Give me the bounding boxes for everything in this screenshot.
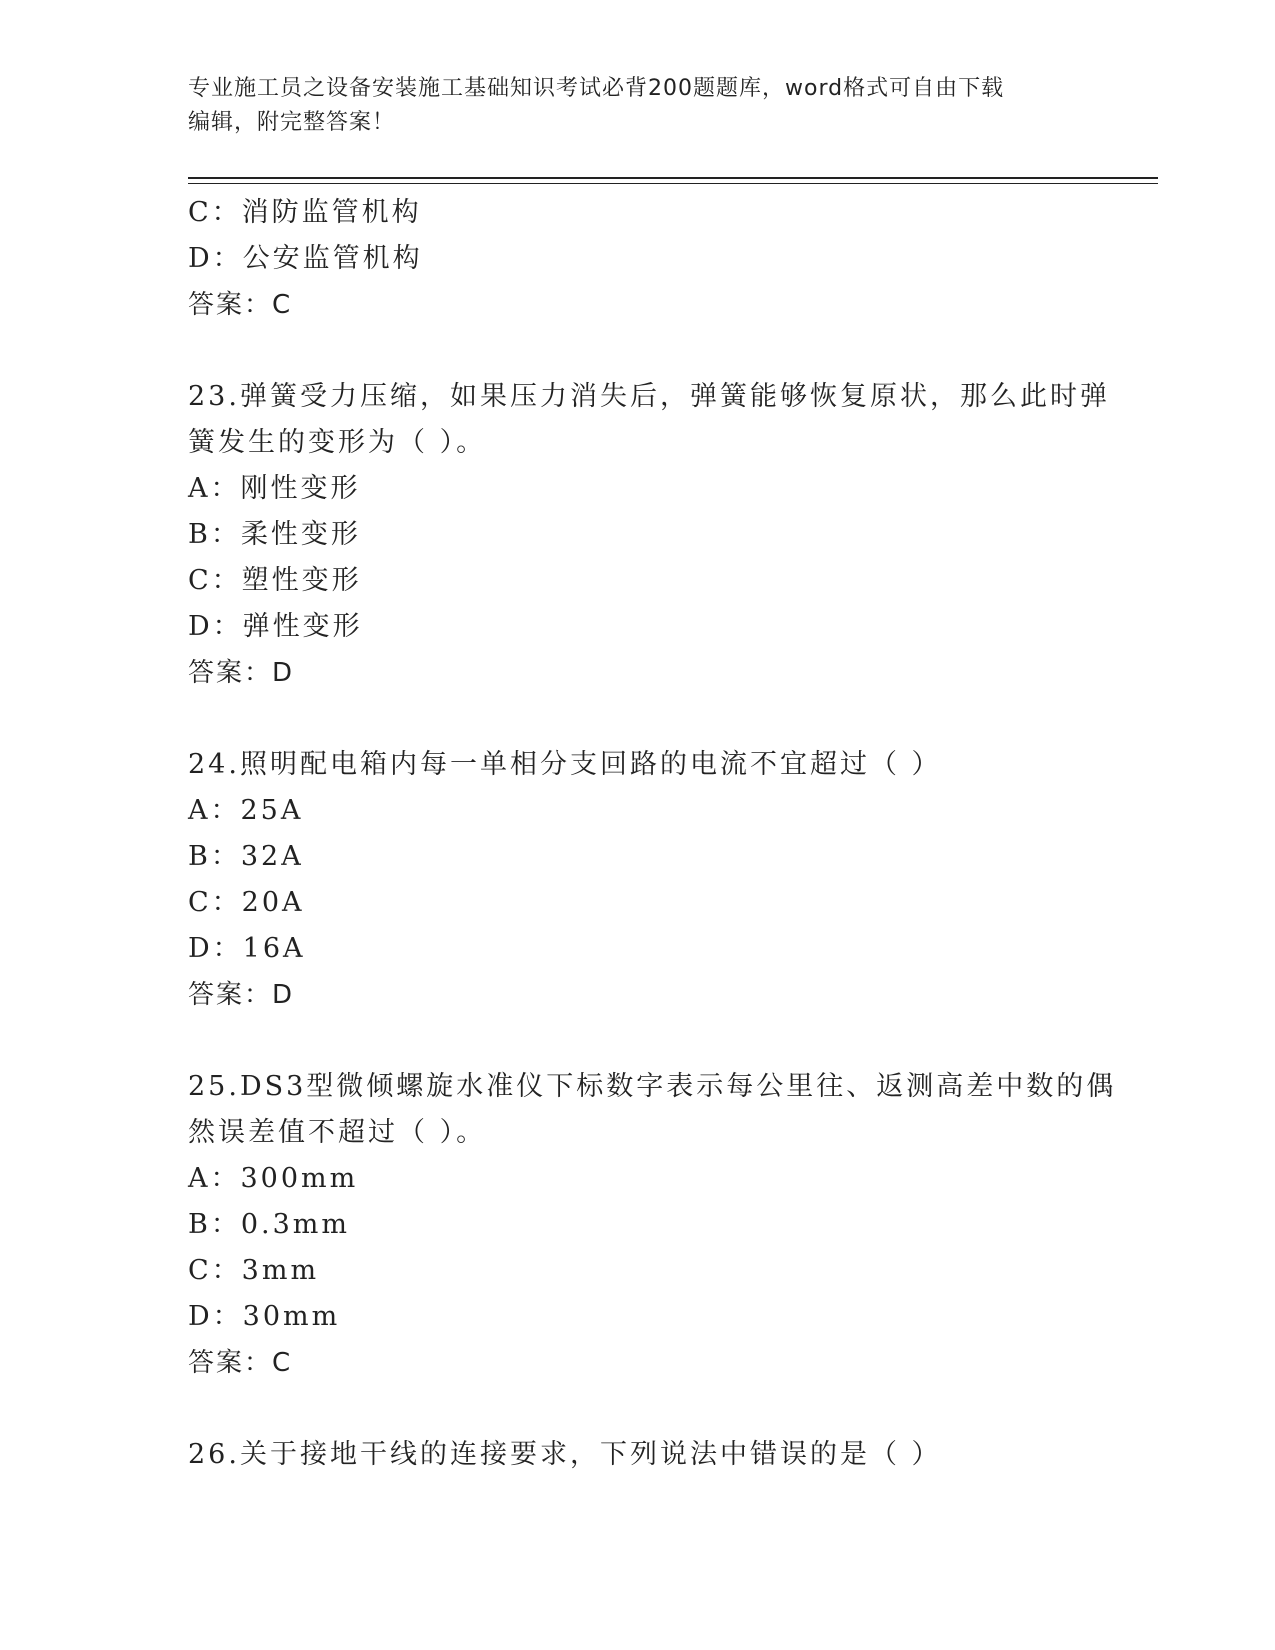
header-line-2: 编辑，附完整答案！ [188, 110, 396, 135]
header-line-1: 专业施工员之设备安装施工基础知识考试必背200题题库，word格式可自由下载 [188, 76, 1005, 101]
question-stem: 23.弹簧受力压缩，如果压力消失后，弹簧能够恢复原状，那么此时弹 [188, 381, 1110, 412]
spacer [188, 1386, 1088, 1432]
answer-line: 答案：C [188, 1348, 293, 1378]
option-c: C：塑性变形 [188, 565, 362, 596]
spacer [188, 696, 1088, 742]
answer-line: 答案：D [188, 980, 295, 1010]
question-stem: 25.DS3型微倾螺旋水准仪下标数字表示每公里往、返测高差中数的偶 [188, 1071, 1117, 1102]
question-stem-continued: 簧发生的变形为（ ）。 [188, 427, 487, 458]
question-25 [188, 1064, 1117, 1386]
question-list [188, 190, 1117, 1478]
option-b: B：32A [188, 841, 304, 872]
option-d: D：弹性变形 [188, 611, 363, 642]
option-a: A：25A [188, 795, 304, 826]
question-22-tail [188, 190, 1088, 328]
question-23 [188, 374, 1110, 696]
option-d: D：30mm [188, 1301, 341, 1332]
document-header [188, 72, 1088, 140]
spacer [188, 1018, 1088, 1064]
option-d: D：16A [188, 933, 306, 964]
option-c: C：3mm [188, 1255, 320, 1286]
option-b: B：柔性变形 [188, 519, 361, 550]
question-stem: 26.关于接地干线的连接要求，下列说法中错误的是（ ） [188, 1439, 942, 1470]
option-a: A：300mm [188, 1163, 359, 1194]
question-26 [188, 1432, 1088, 1478]
option-c: C：20A [188, 887, 305, 918]
option-d: D：公安监管机构 [188, 243, 423, 274]
question-24 [188, 742, 1088, 1018]
answer-line: 答案：D [188, 658, 295, 688]
answer-line: 答案：C [188, 290, 293, 320]
header-divider-thin [188, 183, 1158, 184]
option-c: C：消防监管机构 [188, 197, 422, 228]
spacer [188, 328, 1088, 374]
option-b: B：0.3mm [188, 1209, 350, 1240]
question-stem-continued: 然误差值不超过（ ）。 [188, 1117, 487, 1148]
question-stem: 24.照明配电箱内每一单相分支回路的电流不宜超过（ ） [188, 749, 942, 780]
header-divider-thick [188, 177, 1158, 179]
option-a: A：刚性变形 [188, 473, 361, 504]
